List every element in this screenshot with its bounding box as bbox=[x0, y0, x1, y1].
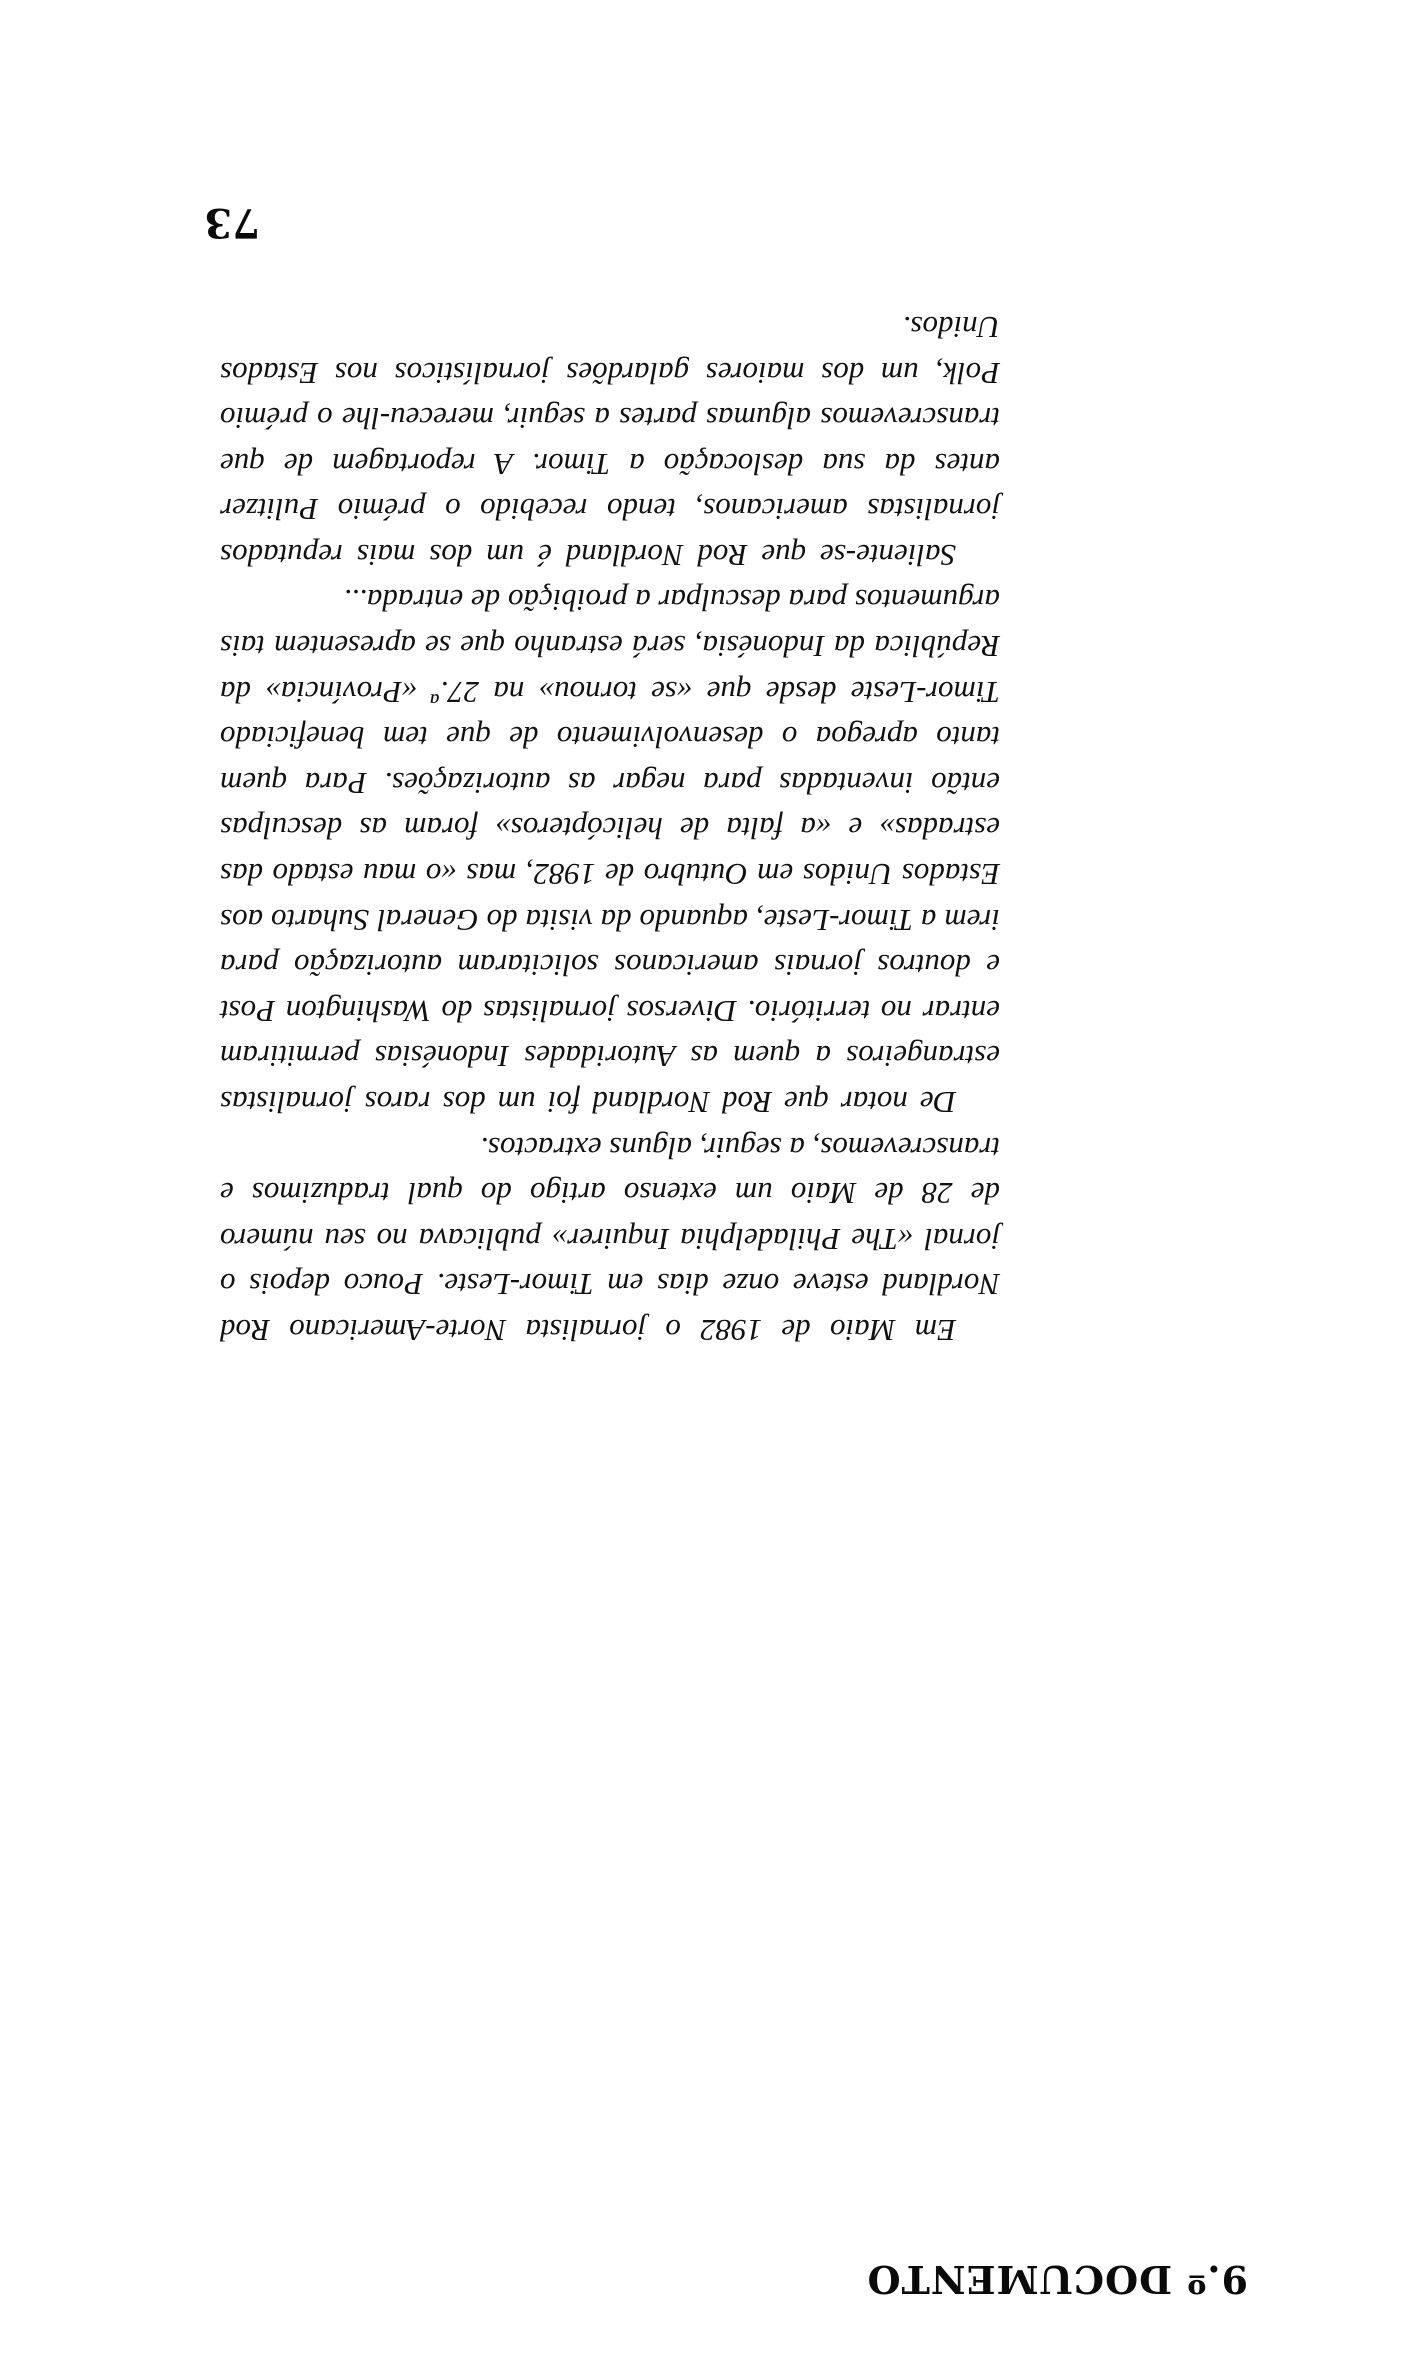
page-number: 73 bbox=[204, 199, 260, 246]
page-header bbox=[168, 2232, 1248, 2302]
paragraph-1: Em Maio de 1982 o jornalista Norte-Americano Rod Nordland esteve onze dias em Timor-Leste. Pouco depois o jornal «The Philadelphia Inquirer» publicava no seu número de 28 de Maio um extenso artigo do qual traduzimos e transcrevemos, a seguir, alguns extractos. bbox=[220, 1130, 1000, 1348]
body-text bbox=[220, 304, 1000, 1353]
paragraph-3: Saliente-se que Rod Nordland é um dos mais reputados jornalistas americanos, tendo recebido o prémio Pulitzer antes da sua deslocação a Timor. A reportagem de que transcrevemos algumas partes a seguir, mereceu-lhe o prémio Polk, um dos maiores galardões jornalísticos nos Estados Unidos. bbox=[220, 309, 1000, 573]
section-title: 9.º DOCUMENTO bbox=[866, 2257, 1248, 2302]
paragraph-2: De notar que Rod Nordland foi um dos raros jornalistas estrangeiros a quem as Autoridades Indonésias permitiram entrar no território. Diversos jornalistas do Washington Post e doutros jornais americanos solicitaram autorização para irem a Timor-Leste, aquando da visita do General Suharto aos Estados Unidos em Outubro de 1982, mas «o mau estado das estradas» e «a falta de helicópteros» foram as desculpas então inventadas para negar as autorizações. Para quem tanto apregoa o desenvolvimento de que tem beneficiado Timor-Leste desde que «se tornou» na 27.ª «Província» da República da Indonésia, será estranho que se apresentem tais argumentos para desculpar a proibição de entrada... bbox=[220, 583, 1000, 1121]
